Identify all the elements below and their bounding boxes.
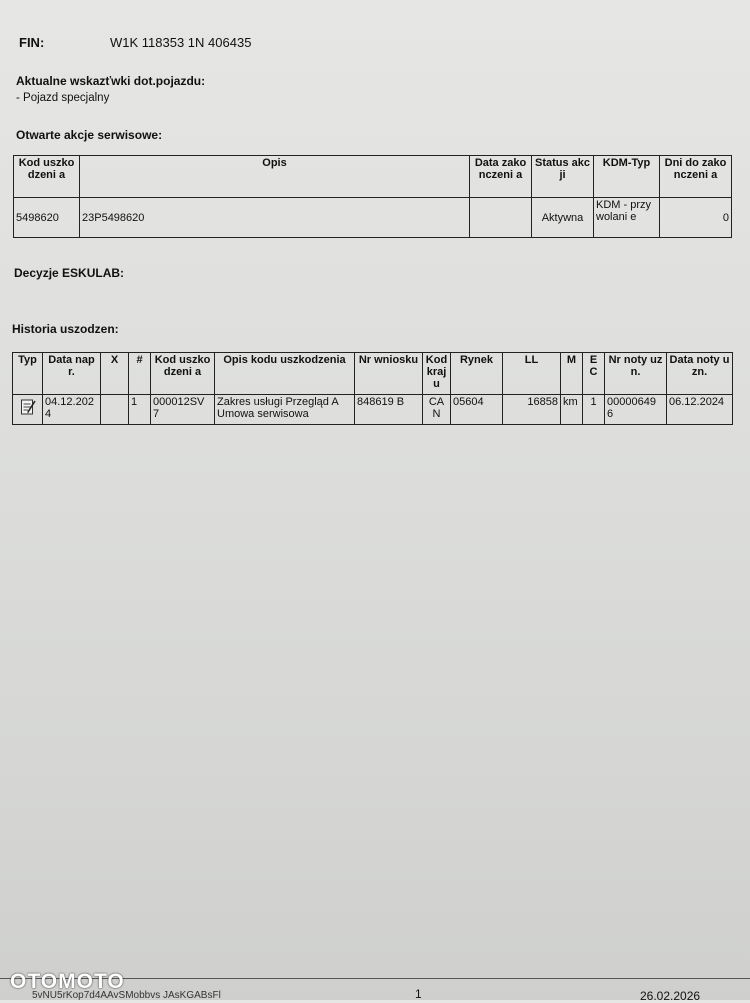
service-actions-table (13, 155, 732, 238)
fin-label: FIN: (19, 35, 45, 50)
col-header-wniosek: Nr wniosku (355, 353, 423, 395)
table-row (13, 395, 733, 425)
col-header-opis: Opis (80, 156, 470, 198)
cell-opis (215, 395, 355, 425)
cell-kod: 000012SV 7 (151, 395, 215, 425)
guidance-item: - Pojazd specjalny (16, 92, 110, 104)
cell-opis-line1: Zakres usługi Przegląd A (217, 396, 339, 408)
col-header-typ: Typ (13, 353, 43, 395)
col-header-data-noty: Data noty uzn. (667, 353, 733, 395)
damage-history-table (12, 352, 733, 425)
col-header-dni: Dni do zakonczeni a (660, 156, 732, 198)
cell-dni: 0 (660, 198, 732, 238)
col-header-ec: E C (583, 353, 605, 395)
history-heading: Historia uszodzen: (12, 322, 119, 336)
otomoto-logo: OTOMOTO (10, 970, 125, 993)
col-header-nota: Nr noty uzn. (605, 353, 667, 395)
cell-m: km (561, 395, 583, 425)
cell-opis-line2: Umowa serwisowa (217, 408, 309, 420)
col-header-ll: LL (503, 353, 561, 395)
col-header-num: # (129, 353, 151, 395)
col-header-x: X (101, 353, 129, 395)
col-header-kdm: KDM-Typ (594, 156, 660, 198)
footer-code: 5vNU5rKop7d4AAvSMobbvs JAsKGABsFl (32, 990, 221, 1001)
col-header-status: Status akcji (532, 156, 594, 198)
cell-nota: 00000649 6 (605, 395, 667, 425)
document-edit-icon (20, 398, 36, 416)
col-header-kod: Kod uszkodzeni a (151, 353, 215, 395)
col-header-m: M (561, 353, 583, 395)
cell-kraj: CA N (423, 395, 451, 425)
page-number: 1 (415, 987, 422, 1001)
col-header-data: Data zakonczeni a (470, 156, 532, 198)
cell-data (470, 198, 532, 238)
col-header-kraj: Kod kraj u (423, 353, 451, 395)
cell-ll: 16858 (503, 395, 561, 425)
cell-kod: 5498620 (14, 198, 80, 238)
table-header-row (13, 353, 733, 395)
cell-data-noty: 06.12.2024 (667, 395, 733, 425)
cell-num: 1 (129, 395, 151, 425)
col-header-data-napr: Data napr. (43, 353, 101, 395)
cell-wniosek: 848619 B (355, 395, 423, 425)
cell-opis: 23P5498620 (80, 198, 470, 238)
cell-x (101, 395, 129, 425)
footer-date: 26.02.2026 (640, 989, 701, 1003)
cell-typ (13, 395, 43, 425)
col-header-opis: Opis kodu uszkodzenia (215, 353, 355, 395)
table-header-row (14, 156, 732, 198)
table-row (14, 198, 732, 238)
cell-status: Aktywna (532, 198, 594, 238)
fin-value: W1K 118353 1N 406435 (110, 35, 252, 50)
col-header-kod: Kod uszkodzeni a (14, 156, 80, 198)
eskulab-heading: Decyzje ESKULAB: (14, 266, 125, 280)
cell-kdm: KDM - przywolani e (594, 198, 660, 238)
cell-rynek: 05604 (451, 395, 503, 425)
col-header-rynek: Rynek (451, 353, 503, 395)
cell-data-napr: 04.12.202 4 (43, 395, 101, 425)
cell-ec: 1 (583, 395, 605, 425)
guidance-heading: Aktualne wskazťwki dot.pojazdu: (16, 74, 206, 88)
service-heading: Otwarte akcje serwisowe: (16, 128, 163, 142)
